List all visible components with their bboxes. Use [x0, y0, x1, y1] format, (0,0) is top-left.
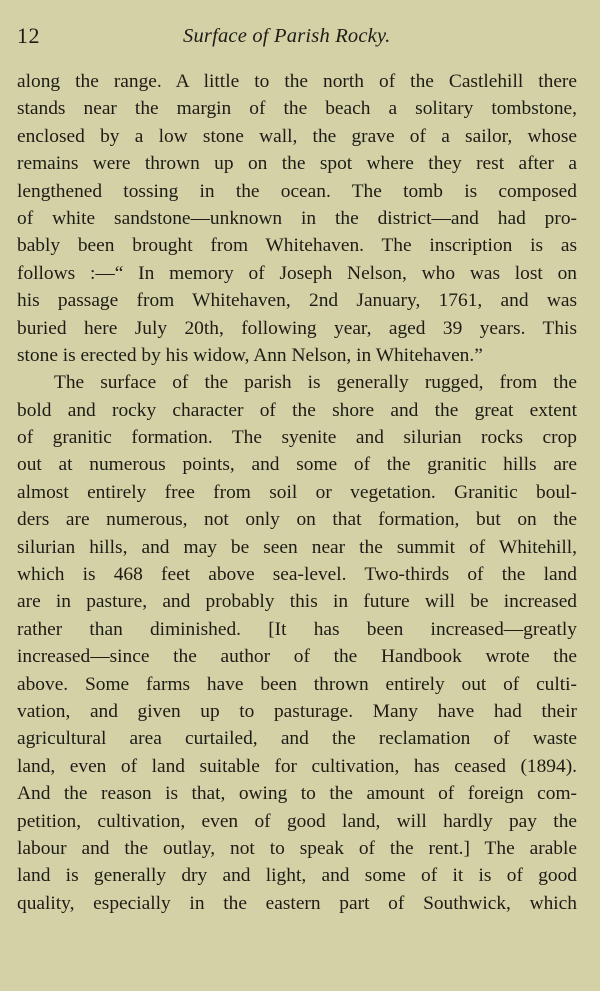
text-line: land is generally dry and light, and some of it is of good: [17, 865, 577, 887]
text-line: are in pasture, and probably this in future will be increased: [17, 591, 577, 613]
text-line: petition, cultivation, even of good land, will hardly pay the: [17, 810, 577, 832]
text-line: ders are numerous, not only on that formation, but on the: [17, 509, 577, 531]
text-line: out at numerous points, and some of the granitic hills are: [17, 454, 577, 476]
text-line: follows :—“ In memory of Joseph Nelson, who was lost on: [17, 262, 577, 284]
text-line: The surface of the parish is generally rugged, from the: [54, 372, 577, 394]
text-line: lengthened tossing in the ocean. The tomb is composed: [17, 180, 577, 202]
text-line: which is 468 feet above sea-level. Two-thirds of the land: [17, 564, 577, 586]
text-line: vation, and given up to pasturage. Many have had their: [17, 700, 577, 722]
text-line: silurian hills, and may be seen near the summit of Whitehill,: [17, 536, 577, 558]
text-line: his passage from Whitehaven, 2nd January, 1761, and was: [17, 290, 577, 312]
text-line: labour and the outlay, not to speak of the rent.] The arable: [17, 837, 577, 859]
text-line: agricultural area curtailed, and the reclamation of waste: [17, 728, 577, 750]
text-line: increased—since the author of the Handbook wrote the: [17, 646, 577, 668]
text-line: quality, especially in the eastern part of Southwick, which: [17, 892, 577, 914]
text-line: And the reason is that, owing to the amount of foreign com-: [17, 783, 577, 805]
body-text: [17, 68, 577, 917]
text-line: bold and rocky character of the shore and the great extent: [17, 399, 577, 421]
text-line: buried here July 20th, following year, aged 39 years. This: [17, 317, 577, 339]
text-line: of white sandstone—unknown in the district—and had pro-: [17, 207, 577, 229]
page-header: [17, 23, 580, 51]
text-line: along the range. A little to the north of the Castlehill there: [17, 71, 577, 92]
text-line: remains were thrown up on the spot where they rest after a: [17, 153, 577, 175]
text-line: almost entirely free from soil or vegetation. Granitic boul-: [17, 481, 577, 503]
page-number: 12: [17, 23, 40, 48]
running-title: Surface of Parish Rocky.: [183, 25, 391, 47]
text-line: land, even of land suitable for cultivation, has ceased (1894).: [17, 755, 577, 777]
text-line: enclosed by a low stone wall, the grave of a sailor, whose: [17, 125, 577, 147]
text-line: stone is erected by his widow, Ann Nelson, in Whitehaven.”: [17, 344, 483, 366]
text-line: bably been brought from Whitehaven. The inscription is as: [17, 235, 577, 257]
text-line: stands near the margin of the beach a solitary tombstone,: [17, 98, 577, 120]
text-line: above. Some farms have been thrown entirely out of culti-: [17, 673, 577, 695]
text-line: of granitic formation. The syenite and silurian rocks crop: [17, 427, 577, 449]
text-line: rather than diminished. [It has been increased—greatly: [17, 618, 577, 640]
